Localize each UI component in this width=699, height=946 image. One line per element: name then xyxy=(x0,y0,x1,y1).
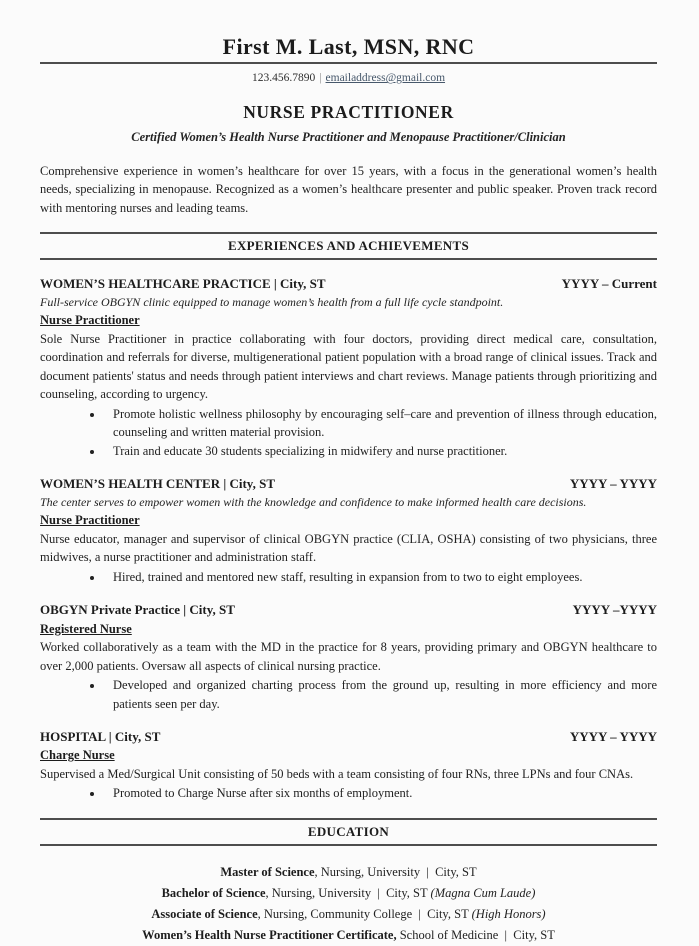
employment-dates: YYYY – YYYY xyxy=(569,476,657,492)
employment-dates: YYYY – Current xyxy=(561,276,657,292)
degree-name: Women’s Health Nurse Practitioner Certificate, xyxy=(142,928,397,943)
experience-entry xyxy=(40,600,657,713)
degree-honors: (Magna Cum Laude) xyxy=(430,886,536,901)
job-bullet-list xyxy=(40,405,657,461)
profession-title: NURSE PRACTITIONER xyxy=(243,102,454,123)
education-entry xyxy=(40,862,657,883)
section-header-experience: EXPERIENCES AND ACHIEVEMENTS xyxy=(40,232,657,260)
experience-entry xyxy=(40,727,657,803)
header-rule xyxy=(40,62,657,64)
job-description: Worked collaboratively as a team with the MD in the practice for 8 years, providing primary and OBGYN healthcare to over 2,000 patients. Oversaw all aspects of clinical nursing practice. xyxy=(40,640,657,673)
bullet-item: • Developed and organized charting process from the ground up, resulting in more efficiency and more patients seen per day. xyxy=(104,676,657,713)
education-entry xyxy=(40,883,657,904)
education-entry xyxy=(40,904,657,925)
experience-heading xyxy=(40,600,657,619)
job-title: Charge Nurse xyxy=(40,748,115,763)
experience-heading xyxy=(40,474,657,493)
resume-header xyxy=(40,34,657,147)
degree-name: Bachelor of Science xyxy=(161,886,266,901)
job-bullet-list xyxy=(40,784,657,803)
job-title: Nurse Practitioner xyxy=(40,313,140,328)
employer-name: WOMEN’S HEALTH CENTER | City, ST xyxy=(40,476,275,492)
employer-name: OBGYN Private Practice | City, ST xyxy=(40,602,235,618)
employer-tagline: The center serves to empower women with the knowledge and confidence to make informed health care decisions. xyxy=(40,494,587,509)
bullet-item: • Promote holistic wellness philosophy by encouraging self–care and prevention of illness through education, counseling and written material provision. xyxy=(104,405,657,442)
job-bullet-list xyxy=(40,568,657,587)
experience-list xyxy=(40,274,657,802)
bullet-item: • Hired, trained and mentored new staff, resulting in expansion from to two to eight employees. xyxy=(104,568,657,587)
degree-details: School of Medicine | City, ST xyxy=(396,928,555,943)
degree-name: Master of Science xyxy=(220,865,315,880)
contact-separator: | xyxy=(319,72,322,85)
contact-line xyxy=(40,70,657,87)
employer-tagline: Full-service OBGYN clinic equipped to manage women’s health from a full life cycle standpoint. xyxy=(40,294,504,309)
job-description: Sole Nurse Practitioner in practice collaborating with four doctors, providing direct medical care, consultation, coordination and referrals for diverse, multigenerational patient population with a broad range of clinical issues. Track and document patients' status and needs through patient interviews and chart reviews. Manage patients through prioritizing and counseling, according to urgency. xyxy=(40,331,657,402)
employer-name: WOMEN’S HEALTHCARE PRACTICE | City, ST xyxy=(40,276,326,292)
job-title: Nurse Practitioner xyxy=(40,513,140,528)
job-title: Registered Nurse xyxy=(40,621,132,636)
experience-heading xyxy=(40,727,657,746)
employment-dates: YYYY – YYYY xyxy=(569,729,657,745)
employer-name: HOSPITAL | City, ST xyxy=(40,729,161,745)
degree-details: , Nursing, Community College | City, ST xyxy=(257,907,472,922)
phone-number: 123.456.7890 xyxy=(251,72,316,85)
bullet-item: • Promoted to Charge Nurse after six months of employment. xyxy=(104,784,657,803)
candidate-name: First M. Last, MSN, RNC xyxy=(222,34,475,59)
degree-name: Associate of Science xyxy=(151,907,258,922)
job-bullet-list xyxy=(40,676,657,713)
email-link[interactable]: emailaddress@gmail.com xyxy=(325,72,446,85)
profession-subtitle: Certified Women’s Health Nurse Practitioner and Menopause Practitioner/Clinician xyxy=(131,130,566,145)
degree-honors: (High Honors) xyxy=(471,907,546,922)
section-header-education: EDUCATION xyxy=(40,818,657,846)
education-list xyxy=(40,862,657,946)
degree-details: , Nursing, University | City, ST xyxy=(314,865,477,880)
bullet-item: • Train and educate 30 students specializing in midwifery and nurse practitioner. xyxy=(104,442,657,461)
education-entry xyxy=(40,925,657,946)
experience-heading xyxy=(40,274,657,293)
experience-entry xyxy=(40,474,657,586)
experience-entry xyxy=(40,274,657,460)
job-description: Supervised a Med/Surgical Unit consisting of 50 beds with a team consisting of four RNs, three LPNs and four CNAs. xyxy=(40,766,634,781)
job-description: Nurse educator, manager and supervisor of clinical OBGYN practice (CLIA, OSHA) consisting of two physicians, three midwives, a nurse practitioner and administration staff. xyxy=(40,531,657,565)
employment-dates: YYYY –YYYY xyxy=(572,602,657,618)
degree-details: , Nursing, University | City, ST xyxy=(265,886,431,901)
summary-paragraph: Comprehensive experience in women’s healthcare for over 15 years, with a focus in the generational women’s health needs, specializing in menopause. Recognized as a women’s healthcare presenter and public speaker. Proven track record with mentoring nurses and leading teams. xyxy=(40,163,657,215)
